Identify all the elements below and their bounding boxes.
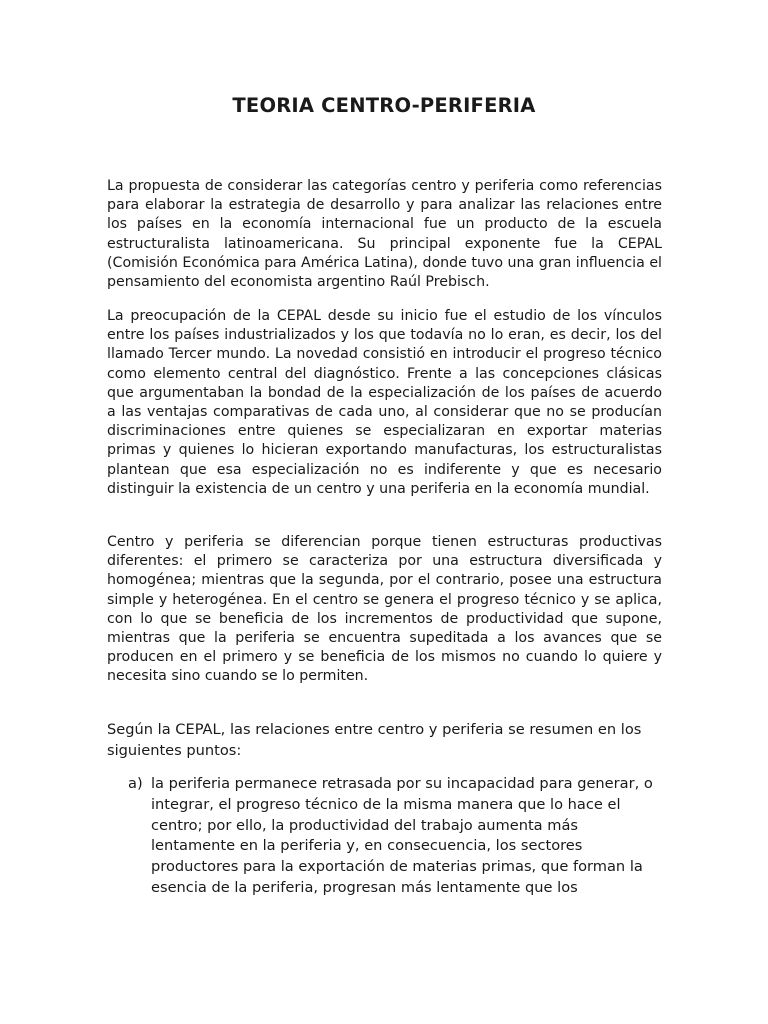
paragraph-intro: La propuesta de considerar las categorías centro y periferia como referencias para elaborar la estrategia de desarrollo y para analizar las relaciones entre los países en la economía internacional fue un producto de la escuela estructuralista latinoamericana. Su principal exponente fue la CEPAL (Comisión Económica para América Latina), donde tuvo una gran influencia el pensamiento del economista argentino Raúl Prebisch. <box>107 178 662 291</box>
list-item <box>128 774 658 899</box>
paragraph-center-periphery-differences: Centro y periferia se diferencian porque tienen estructuras productivas diferentes: el primero se caracteriza por una estructura diversificada y homogénea; mientras que la segunda, por el contrario, posee una estructura simple y heterogénea. En el centro se genera el progreso técnico y se aplica, con lo que se beneficia de los incrementos de productividad que supone, mientras que la periferia se encuentra supeditada a los avances que se producen en el primero y se beneficia de los mismos no cuando lo quiere y necesita sino cuando se lo permiten. <box>107 534 662 685</box>
list-item-text: la periferia permanece retrasada por su incapacidad para generar, o integrar, el progreso técnico de la misma manera que lo hace el centro; por ello, la productividad del trabajo aumenta más lentamente en la periferia y, en consecuencia, los sectores productores para la exportación de materias primas, que forman la esencia de la periferia, progresan más lentamente que los <box>151 775 653 896</box>
list-item-marker: a) <box>128 775 143 792</box>
paragraph-cepal-concern: La preocupación de la CEPAL desde su inicio fue el estudio de los vínculos entre los países industrializados y los que todavía no lo eran, es decir, los del llamado Tercer mundo. La novedad consistió en introducir el progreso técnico como elemento central del diagnóstico. Frente a las concepciones clásicas que argumentaban la bondad de la especialización de los países de acuerdo a las ventajas comparativas de cada uno, al considerar que no se producían discriminaciones entre quienes se especializaran en exportar materias primas y quienes lo hicieran exportando manufacturas, los estructuralistas plantean que esa especialización no es indiferente y que es necesario distinguir la existencia de un centro y una periferia en la economía mundial. <box>107 308 662 497</box>
document-title: TEORIA CENTRO-PERIFERIA <box>232 94 536 117</box>
paragraph-list-lead: Según la CEPAL, las relaciones entre centro y periferia se resumen en los siguientes puntos: <box>107 721 642 759</box>
